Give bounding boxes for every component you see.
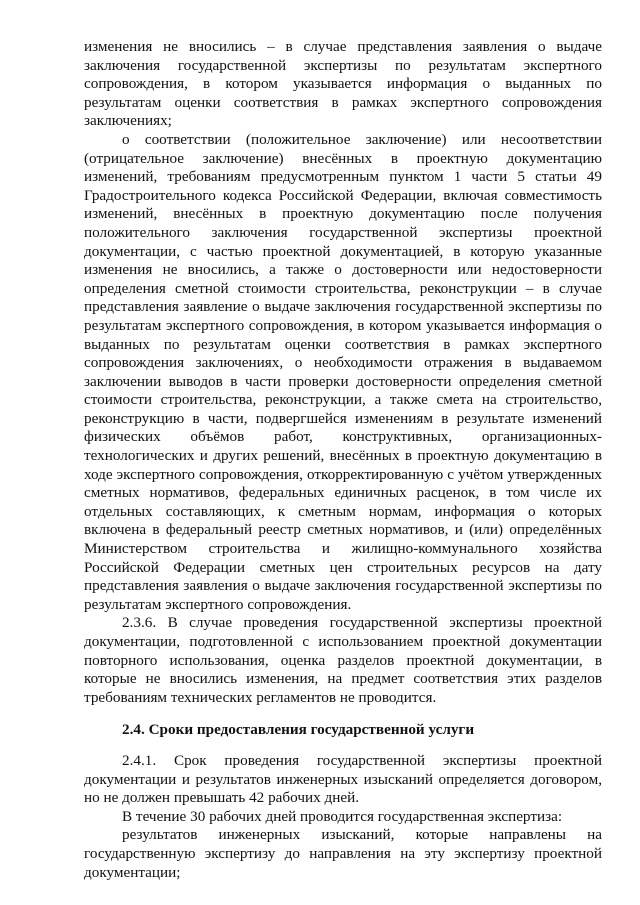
paragraph-30-days: В течение 30 рабочих дней проводится государственная экспертиза: — [122, 807, 563, 825]
document-page — [84, 38, 602, 882]
paragraph-2-4-1: 2.4.1. Срок проведения государственной экспертизы проектной документации и результатов инженерных изысканий определяется договором, но не должен превышать 42 рабочих дней. — [84, 751, 602, 807]
paragraph-conformity: о соответствии (положительное заключение) или несоответствии (отрицательное заключение) внесённых в проектную документацию изменений, требованиям предусмотренным пунктом 1 части 5 статьи 49 Градостроительного кодекса Российской Федерации, включая совместимость изменений, внесённых в проектную документацию после получения положительного заключения государственной экспертизы проектной документации, с частью проектной документацией, в которую указанные изменения не вносились, а также о достоверности или недостоверности определения сметной стоимости строительства, реконструкции – в случае представления заявление о выдаче заключения государственной экспертизы по результатам экспертного сопровождения, в котором указывается информация о выданных по результатам оценки соответствия в рамках экспертного сопровождения заключениях, о необходимости отражения в выдаваемом заключении выводов в части проверки достоверности определения сметной стоимости строительства, реконструкции, а также смета на строительство, реконструкцию в части, подвергшейся изменениям в результате изменений физических объёмов работ, конструктивных, организационных-технологических и других решений, внесённых в проектную документацию в ходе экспертного сопровождения, откорректированную с учётом утвержденных сметных нормативов, федеральных единичных расценок, в том числе их отдельных составляющих, к сметным нормам, информация о которых включена в федеральный реестр сметных нормативов, и (или) определённых Министерством строительства и жилищно-коммунального хозяйства Российской Федерации сметных цен строительных ресурсов на дату представления заявления о выдаче заключения государственной экспертизы по результатам экспертного сопровождения. — [84, 130, 602, 613]
paragraph-2-3-6: 2.3.6. В случае проведения государственной экспертизы проектной документации, подготовленной с использованием проектной документации повторного использования, оценка разделов проектной документации, в которые не вносились изменения, на предмет соответствия этих разделов требованиям технических регламентов не проводится. — [84, 614, 602, 706]
paragraph-survey-results: результатов инженерных изысканий, которые направлены на государственную экспертизу до направления на эту экспертизу проектной документации; — [84, 826, 602, 881]
section-heading: 2.4. Сроки предоставления государственной услуги — [122, 721, 475, 739]
paragraph-continuation: изменения не вносились – в случае представления заявления о выдаче заключения государственной экспертизы по результатам экспертного сопровождения, в котором указывается информация о выданных по результатам оценки соответствия в рамках экспертного сопровождения заключениях; — [84, 38, 602, 130]
